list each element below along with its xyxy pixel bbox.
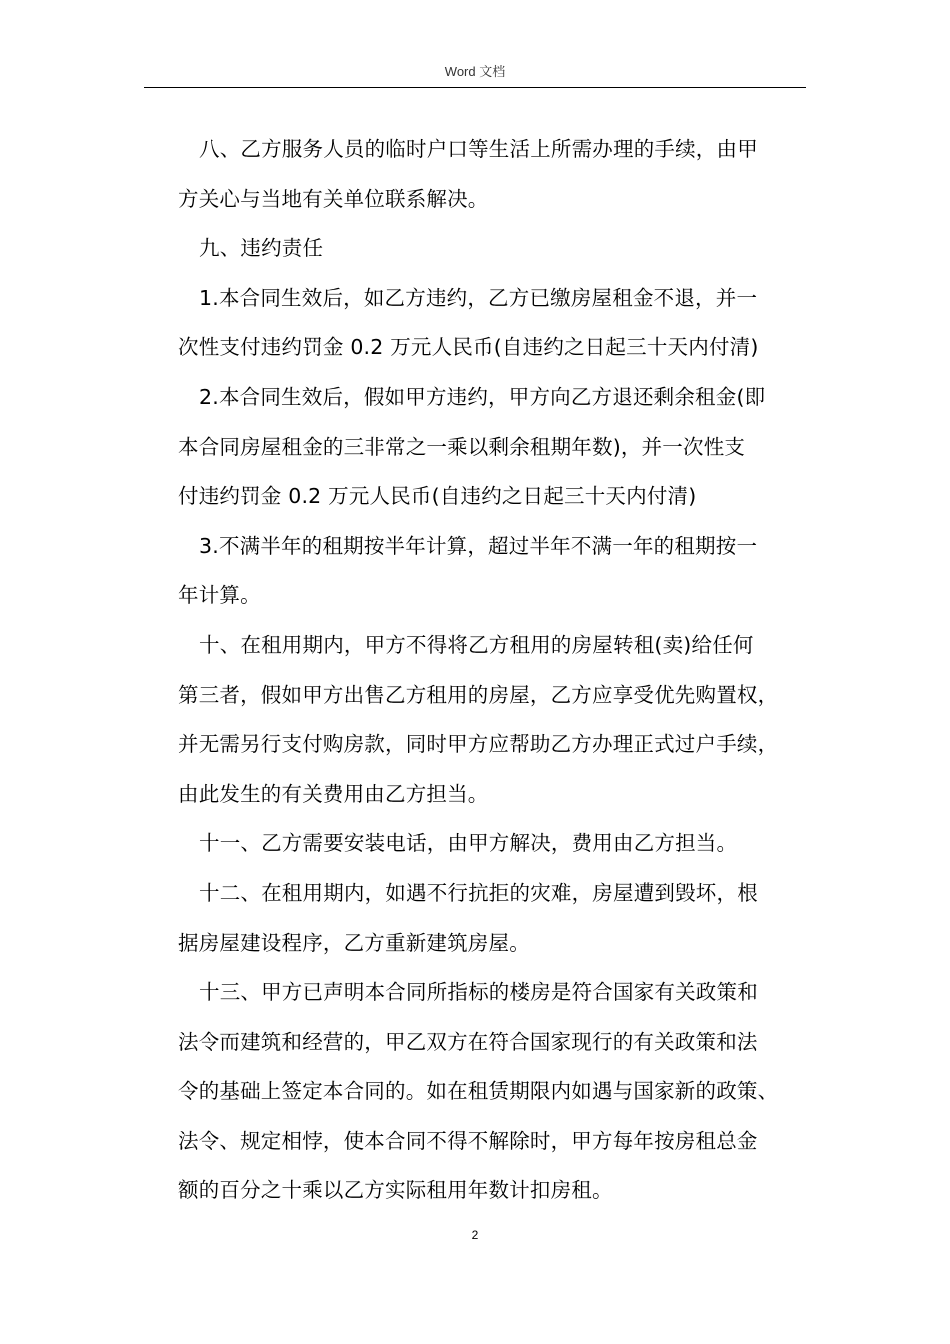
paragraph-line: 十一、乙方需要安装电话，由甲方解决，费用由乙方担当。 [199,831,738,856]
paragraph-line: 1.本合同生效后，如乙方违约，乙方已缴房屋租金不退，并一 [199,285,758,310]
paragraph-line: 法令、规定相悖，使本合同不得不解除时，甲方每年按房租总金 [178,1128,758,1153]
paragraph-line: 法令而建筑和经营的，甲乙双方在符合国家现行的有关政策和法 [178,1029,758,1054]
paragraph-line: 十二、在租用期内，如遇不行抗拒的灾难，房屋遭到毁坏，根 [199,880,758,905]
paragraph-line: 额的百分之十乘以乙方实际租用年数计扣房租。 [178,1178,613,1203]
page-number: 2 [471,1228,479,1242]
page-header-title: Word 文档 [444,64,506,79]
paragraph-line: 本合同房屋租金的三非常之一乘以剩余租期年数)，并一次性支 [178,434,746,459]
paragraph-line: 年计算。 [178,583,261,608]
paragraph-line: 3.不满半年的租期按半年计算，超过半年不满一年的租期按一 [199,533,758,558]
paragraph-line: 由此发生的有关费用由乙方担当。 [178,781,489,806]
paragraph-line: 令的基础上签定本合同的。如在租赁期限内如遇与国家新的政策、 [178,1079,779,1104]
paragraph-line: 据房屋建设程序，乙方重新建筑房屋。 [178,930,530,955]
paragraph-line: 十、在租用期内，甲方不得将乙方租用的房屋转租(卖)给任何 [199,632,754,657]
header-divider [144,87,806,88]
section-heading: 九、违约责任 [199,236,324,261]
paragraph-line: 次性支付违约罚金 0.2 万元人民币(自违约之日起三十天内付清) [178,335,759,360]
paragraph-line: 并无需另行支付购房款，同时甲方应帮助乙方办理正式过户手续， [178,732,779,757]
paragraph-line: 2.本合同生效后，假如甲方违约，甲方向乙方退还剩余租金(即 [199,384,766,409]
paragraph-line: 付违约罚金 0.2 万元人民币(自违约之日起三十天内付清) [178,484,697,509]
paragraph-line: 十三、甲方已声明本合同所指标的楼房是符合国家有关政策和 [199,980,758,1005]
paragraph-line: 八、乙方服务人员的临时户口等生活上所需办理的手续，由甲 [199,137,758,161]
paragraph-line: 第三者，假如甲方出售乙方租用的房屋，乙方应享受优先购置权， [178,682,779,707]
document-body [178,125,818,1216]
paragraph-line: 方关心与当地有关单位联系解决。 [178,186,489,211]
